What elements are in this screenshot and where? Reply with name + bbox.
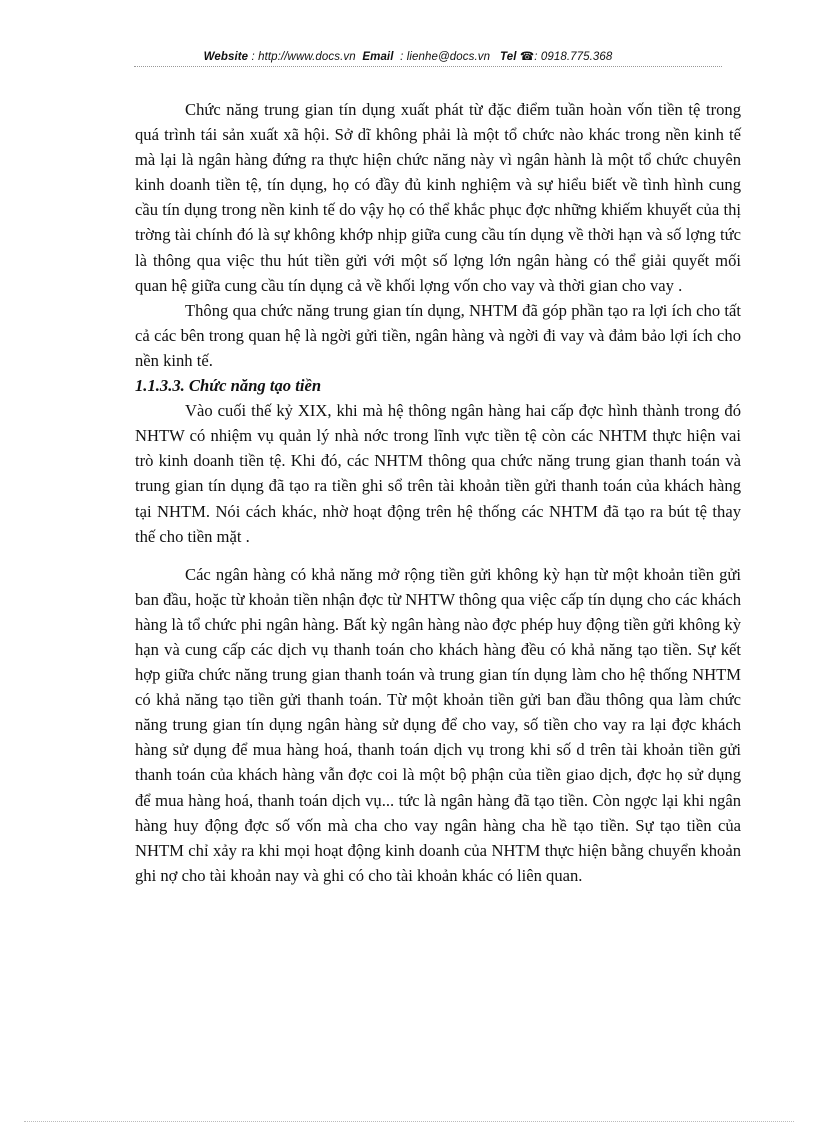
website-link[interactable]: : http://www.docs.vn	[251, 51, 356, 63]
header-divider	[134, 66, 722, 67]
paragraph-1: Chức năng trung gian tín dụng xuất phát từ đặc điểm tuần hoàn vốn tiền tệ trong quá trình tái sản xuất xã hội. Sở dĩ không phải là một tổ chức nào khác trong nền kinh tế mà lại là ngân hàng đứng ra thực hiện chức năng này vì ngân hành là một tổ chức chuyên kinh doanh tiền tệ, tín dụng, họ có đầy đủ kinh nghiệm và sự hiểu biết về tình hình cung cầu tín dụng trong nền kinh tế do vậy họ có thể khắc phục đợc những khiếm khuyết của thị trờng tài chính đó là sự không khớp nhịp giữa cung cầu tín dụng về thời hạn và số lợng tức là thông qua việc thu hút tiền gửi với một số lợng lớn ngân hàng có thể giải quyết mối quan hệ giữa cung cầu tín dụng cả về khối lợng vốn cho vay và thời gian cho vay .	[135, 100, 741, 295]
tel-value: : 0918.775.368	[534, 51, 613, 63]
email-link[interactable]: : lienhe@docs.vn	[400, 51, 491, 63]
tel-label: Tel	[500, 51, 517, 63]
paragraph-2: Thông qua chức năng trung gian tín dụng, NHTM đã góp phần tạo ra lợi ích cho tất cả các bên trong quan hệ là ngời gửi tiền, ngân hàng và ngời đi vay và đảm bảo lợi ích cho nền kinh tế.	[135, 300, 741, 370]
email-label: Email	[362, 51, 394, 63]
document-body	[135, 97, 741, 888]
website-label: Website	[203, 51, 249, 63]
paragraph-4: Các ngân hàng có khả năng mở rộng tiền gửi không kỳ hạn từ một khoản tiền gửi ban đầu, hoặc từ khoản tiền nhận đợc từ NHTW thông qua việc cấp tín dụng cho các khách hàng là tổ chức phi ngân hàng. Bất kỳ ngân hàng nào đợc phép huy động tiền gửi không kỳ hạn và cung cấp các dịch vụ thanh toán cho khách hàng đều có khả năng tạo tiền. Sự kết hợp giữa chức năng trung gian thanh toán và trung gian tín dụng làm cho hệ thống NHTM có khả năng tạo tiền gửi thanh toán. Từ một khoản tiền gửi ban đầu thông qua làm chức năng trung gian tín dụng ngân hàng sử dụng để cho vay, số tiền cho vay ra lại đợc khách hàng sử dụng để mua hàng hoá, thanh toán dịch vụ trong khi số d trên tài khoản tiền gửi thanh toán của khách hàng vẫn đợc coi là một bộ phận của tiền giao dịch, đợc họ sử dụng để mua hàng hoá, thanh toán dịch vụ... tức là ngân hàng đã tạo tiền. Còn ngợc lại khi ngân hàng huy động đợc số vốn mà cha cho vay ngân hàng cha hề tạo tiền. Sự tạo tiền của NHTM chỉ xảy ra khi mọi hoạt động kinh doanh của NHTM thực hiện bằng chuyển khoản ghi nợ cho tài khoản nay và ghi có cho tài khoản khác có liên quan.	[135, 564, 741, 885]
paragraph-3: Vào cuối thế kỷ XIX, khi mà hệ thông ngân hàng hai cấp đợc hình thành trong đó NHTW có nhiệm vụ quản lý nhà nớc trong lĩnh vực tiền tệ còn các NHTM thực hiện vai trò kinh doanh tiền tệ. Khi đó, các NHTM thông qua chức năng trung gian thanh toán và trung gian tín dụng đã tạo ra tiền ghi sổ trên tài khoản tiền gửi thanh toán của khách hàng tại NHTM. Nói cách khác, nhờ hoạt động trên hệ thống các NHTM đã tạo ra bút tệ thay thế cho tiền mặt .	[135, 401, 741, 546]
footer-divider	[24, 1121, 794, 1122]
section-heading: 1.1.3.3. Chức năng tạo tiền	[135, 376, 322, 396]
phone-icon: ☎	[519, 51, 535, 63]
page-header	[0, 49, 816, 63]
